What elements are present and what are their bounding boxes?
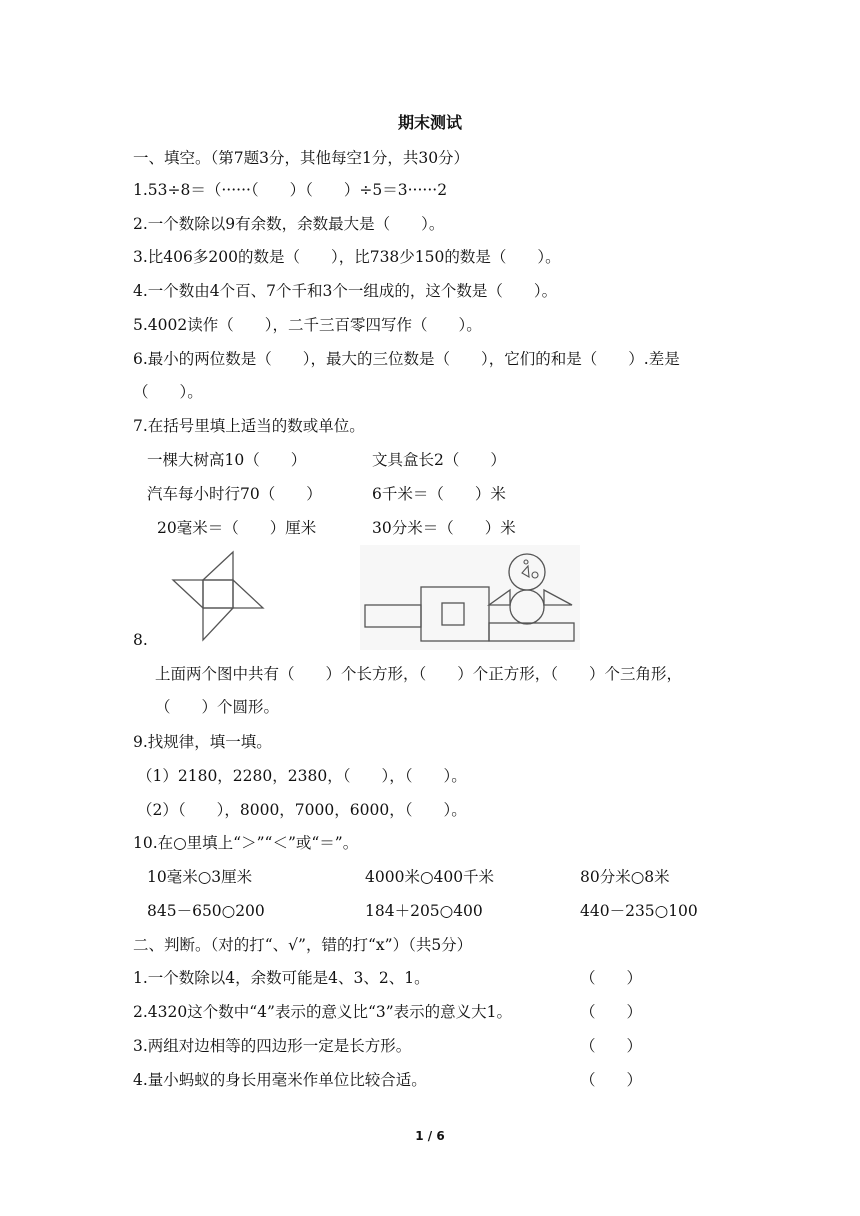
q10-item: 184＋205○400 xyxy=(365,902,483,920)
train-figure xyxy=(360,545,580,650)
triangle-shape xyxy=(203,552,233,580)
q10-item: 10毫米○3厘米 xyxy=(147,868,253,886)
question-8-line1: 上面两个图中共有（ ）个长方形，（ ）个正方形，（ ）个三角形， xyxy=(155,665,683,683)
q10-item: 440－235○100 xyxy=(580,902,698,920)
question-9-part1: （1）2180，2280，2380，（ ），（ ）。 xyxy=(137,767,467,785)
question-9: 9.找规律，填一填。 xyxy=(133,733,272,751)
judge-item-2: 2.4320这个数中“4”表示的意义比“3”表示的意义大1。 xyxy=(133,1003,513,1021)
question-6-line2: （ ）。 xyxy=(133,383,203,401)
question-4: 4.一个数由4个百、7个千和3个一组成的，这个数是（ ）。 xyxy=(133,282,558,300)
q7-item: 30分米＝（ ）米 xyxy=(372,519,516,537)
question-9-part2: （2）（ ），8000，7000，6000，（ ）。 xyxy=(137,801,467,819)
judge-blank-4: （ ） xyxy=(580,1071,643,1089)
q10-item: 80分米○8米 xyxy=(580,868,670,886)
triangle-shape xyxy=(173,580,203,608)
question-10: 10.在○里填上“＞”“＜”或“＝”。 xyxy=(133,834,359,852)
question-5: 5.4002读作（ ），二千三百零四写作（ ）。 xyxy=(133,316,482,334)
question-6-line1: 6.最小的两位数是（ ），最大的三位数是（ ），它们的和是（ ）.差是 xyxy=(133,350,680,368)
judge-blank-3: （ ） xyxy=(580,1037,643,1055)
judge-blank-1: （ ） xyxy=(580,969,643,987)
q7-item: 汽车每小时行70（ ） xyxy=(147,485,322,503)
judge-item-4: 4.量小蚂蚁的身长用毫米作单位比较合适。 xyxy=(133,1071,427,1089)
page-title: 期末测试 xyxy=(397,113,462,132)
triangle-shape xyxy=(203,608,233,640)
q10-item: 845－650○200 xyxy=(147,902,265,920)
page-number: 1 / 6 xyxy=(415,1129,445,1143)
section1-heading: 一、填空。（第7题3分，其他每空1分，共30分） xyxy=(133,149,470,167)
question-8-number: 8. xyxy=(133,631,148,649)
question-1: 1.53÷8＝（······（ ）（ ）÷5＝3······2 xyxy=(133,181,448,199)
question-3: 3.比406多200的数是（ ），比738少150的数是（ ）。 xyxy=(133,248,561,266)
q10-item: 4000米○400千米 xyxy=(365,868,495,886)
triangle-shape xyxy=(233,580,263,608)
q7-item: 一棵大树高10（ ） xyxy=(147,451,307,469)
pinwheel-figure xyxy=(155,548,275,648)
judge-item-3: 3.两组对边相等的四边形一定是长方形。 xyxy=(133,1037,412,1055)
judge-blank-2: （ ） xyxy=(580,1003,643,1021)
q7-item: 文具盒长2（ ） xyxy=(372,451,506,469)
question-2: 2.一个数除以9有余数，余数最大是（ ）。 xyxy=(133,215,445,233)
section2-heading: 二、判断。（对的打“、√”，错的打“x”）（共5分） xyxy=(133,936,473,954)
judge-item-1: 1.一个数除以4，余数可能是4、3、2、1。 xyxy=(133,969,430,987)
q7-item: 20毫米＝（ ）厘米 xyxy=(157,519,317,537)
q7-item: 6千米＝（ ）米 xyxy=(372,485,506,503)
question-7: 7.在括号里填上适当的数或单位。 xyxy=(133,417,365,435)
question-8-line2: （ ）个圆形。 xyxy=(155,698,280,716)
